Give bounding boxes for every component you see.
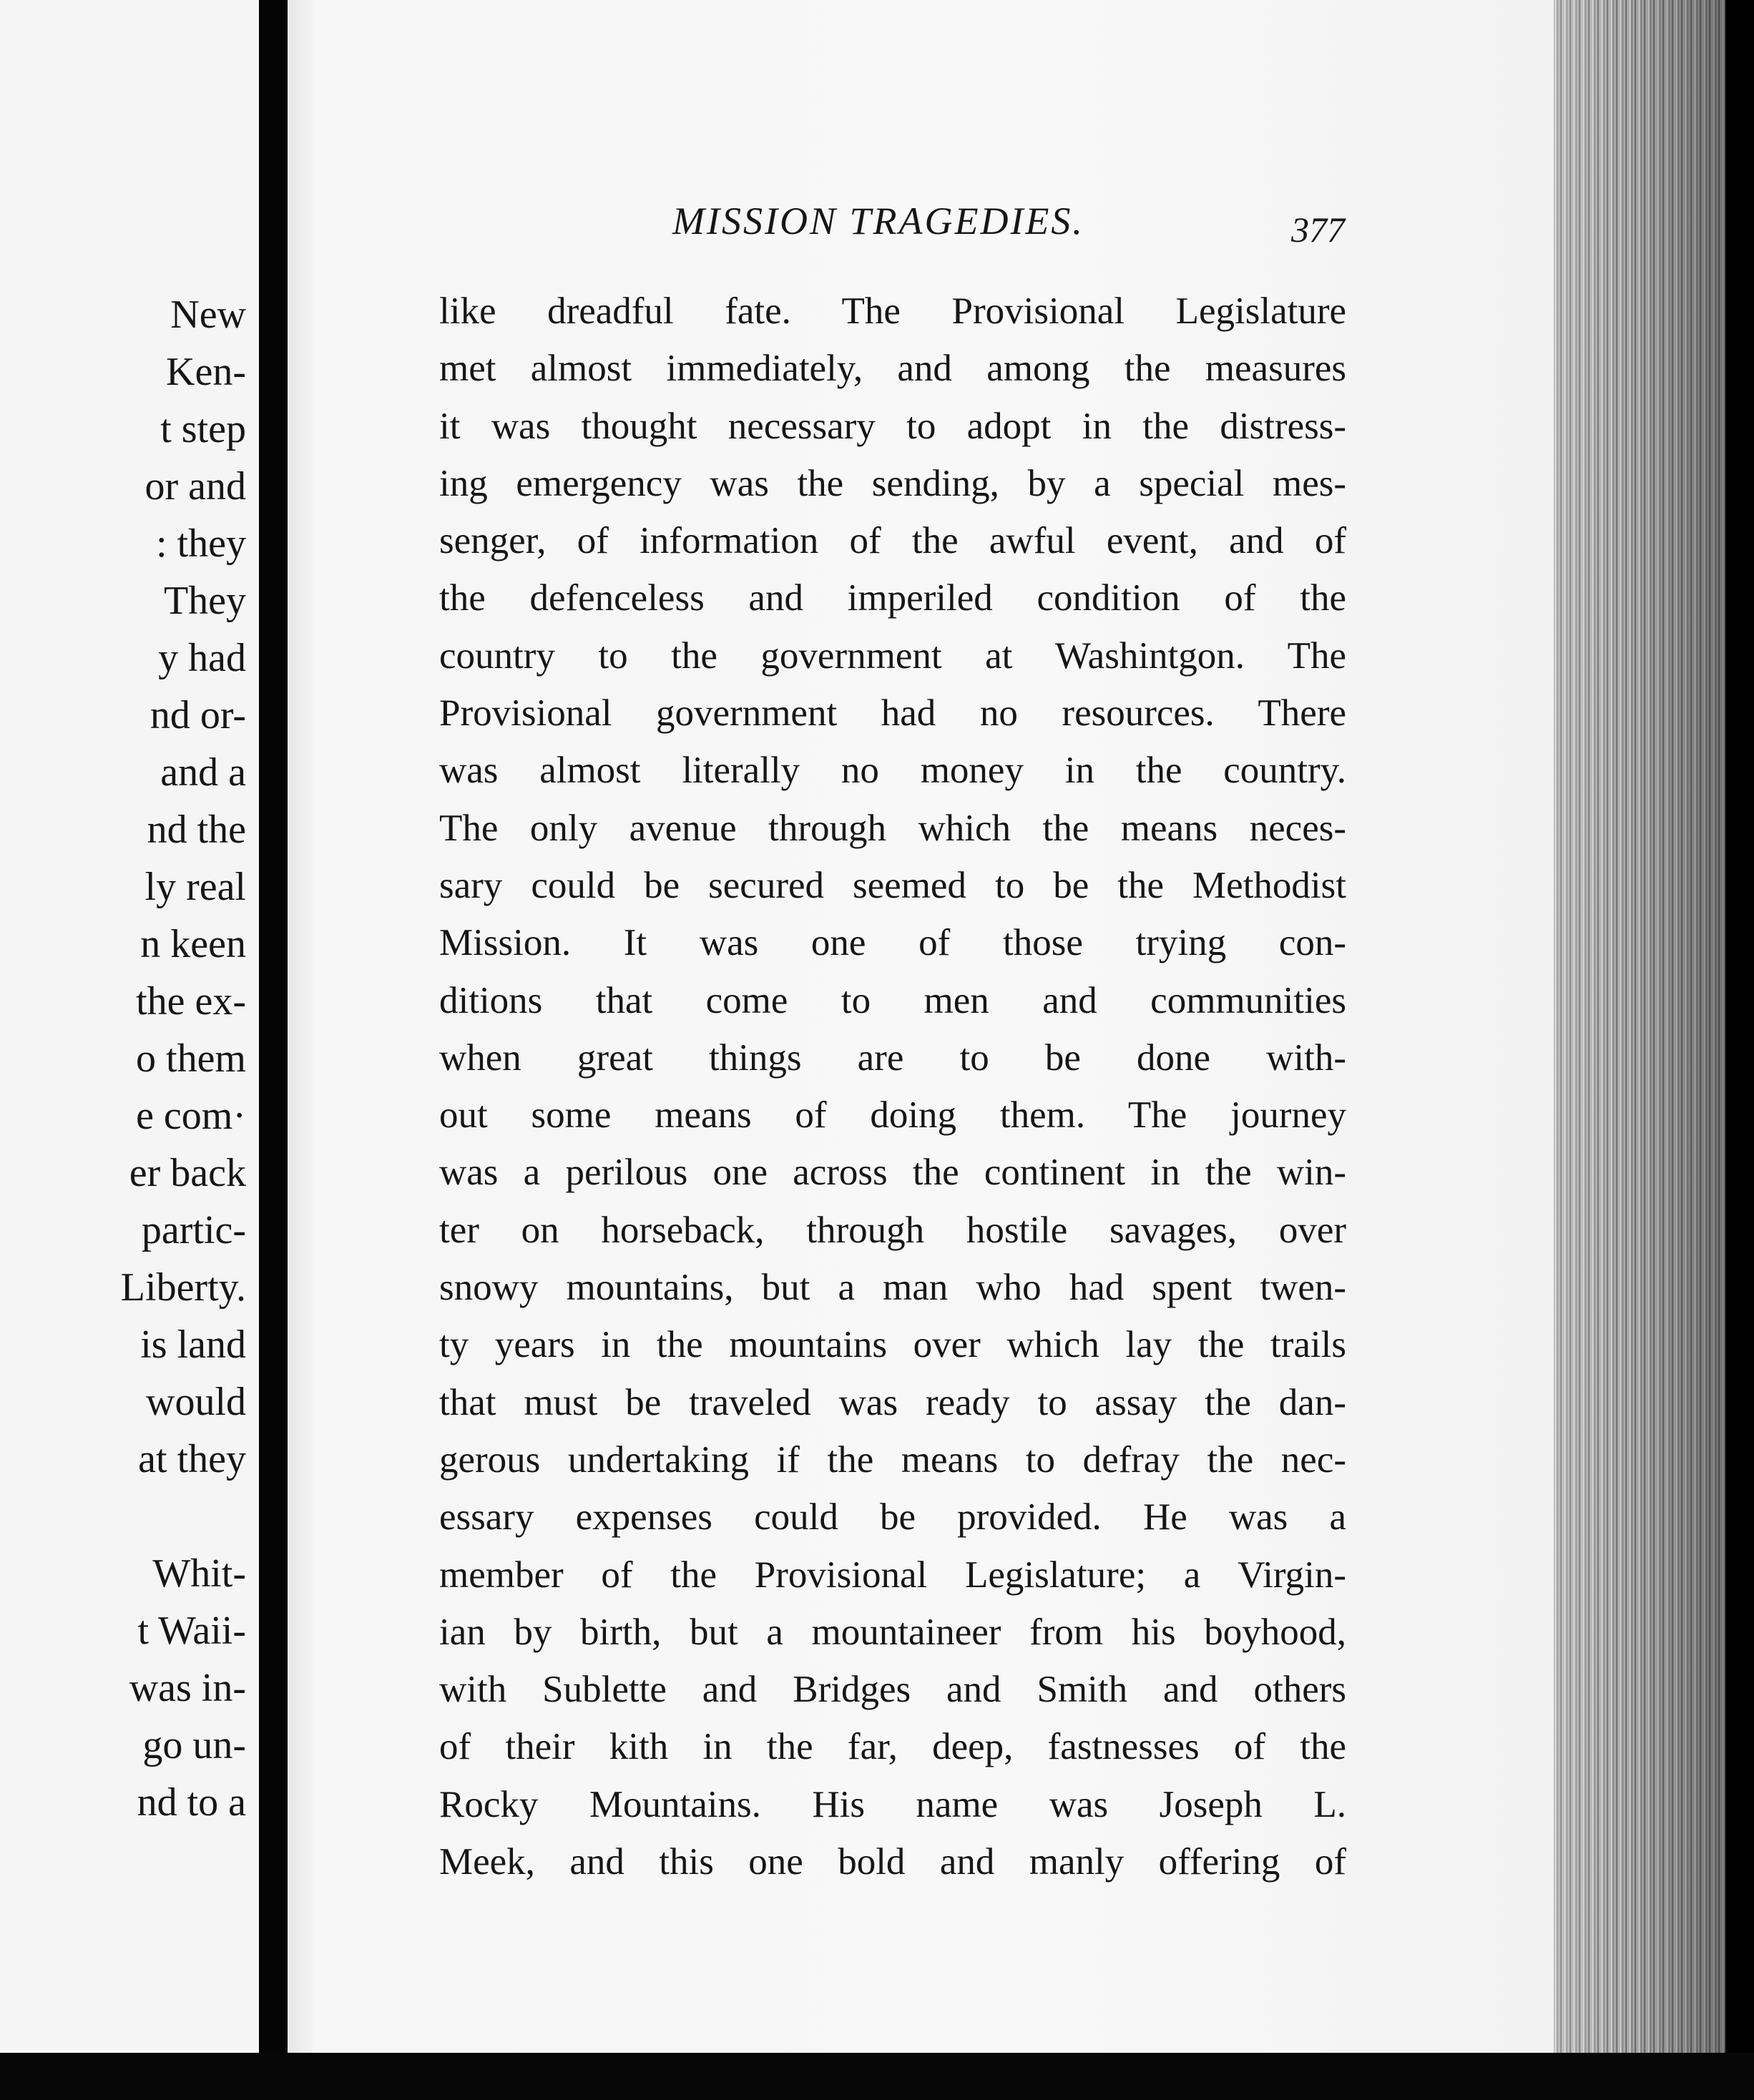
left-line: or and (144, 464, 246, 509)
left-line: t step (160, 407, 246, 451)
left-line: is land (140, 1323, 246, 1367)
right-page (288, 0, 1554, 2053)
left-line: : they (156, 521, 246, 566)
fore-edge-shading (1554, 0, 1725, 2053)
text-line: the defenceless and imperiled condition of the (439, 577, 1346, 619)
left-line: Ken- (166, 350, 246, 394)
left-line: e com· (136, 1094, 246, 1138)
left-line: ly real (144, 865, 246, 909)
text-line: snowy mountains, but a man who had spent twen- (439, 1267, 1346, 1309)
text-line: ter on horseback, through hostile savages, over (439, 1209, 1346, 1251)
text-line: sary could be secured seemed to be the Methodist (439, 864, 1346, 906)
text-line: was almost literally no money in the country. (439, 750, 1346, 792)
page-number: 377 (1291, 210, 1345, 250)
text-line: ian by birth, but a mountaineer from his boyhood, (439, 1611, 1346, 1653)
text-line: The only avenue through which the means neces- (439, 807, 1346, 849)
left-line: go un- (142, 1723, 246, 1767)
text-line: like dreadful fate. The Provisional Legislature (439, 290, 1346, 332)
left-page (0, 0, 259, 2060)
left-line: partic- (141, 1208, 246, 1252)
left-line: nd the (147, 808, 246, 852)
text-line: Mission. It was one of those trying con- (439, 922, 1346, 964)
text-line: that must be traveled was ready to assay the dan- (439, 1381, 1346, 1423)
left-line: n keen (140, 922, 246, 966)
scan-border-bottom (0, 2053, 1754, 2100)
left-line: and a (160, 750, 246, 795)
text-line: gerous undertaking if the means to defray the nec- (439, 1438, 1346, 1481)
left-line: They (163, 579, 246, 623)
left-line: t Waii- (137, 1609, 246, 1653)
left-line: er back (129, 1151, 246, 1195)
running-head: MISSION TRAGEDIES. (672, 200, 1084, 242)
left-line: would (146, 1380, 246, 1424)
text-line: with Sublette and Bridges and Smith and others (439, 1669, 1346, 1711)
text-line: ty years in the mountains over which lay the trails (439, 1324, 1346, 1366)
text-line: senger, of information of the awful event, and of (439, 520, 1346, 562)
left-line: nd or- (150, 693, 246, 737)
text-line: when great things are to be done with- (439, 1036, 1346, 1079)
book-gutter (259, 0, 288, 2074)
left-line: was in- (129, 1666, 246, 1710)
text-line: Meek, and this one bold and manly offering of (439, 1841, 1346, 1883)
left-line: at they (138, 1437, 246, 1481)
body-text (439, 283, 1346, 1890)
left-line: Whit- (152, 1551, 246, 1596)
text-line: was a perilous one across the continent in the win- (439, 1152, 1346, 1194)
text-line: member of the Provisional Legislature; a Virgin- (439, 1554, 1346, 1596)
scan-border-right (1725, 0, 1754, 2100)
left-line: y had (158, 636, 246, 680)
left-line: New (170, 293, 246, 337)
text-line: essary expenses could be provided. He was a (439, 1496, 1346, 1539)
text-line: Provisional government had no resources. There (439, 692, 1346, 735)
text-line: ing emergency was the sending, by a special mes- (439, 462, 1346, 504)
text-line: country to the government at Washintgon. The (439, 634, 1346, 677)
left-line: o them (136, 1036, 246, 1081)
left-line: Liberty. (120, 1265, 246, 1310)
left-line: nd to a (137, 1780, 246, 1825)
left-line-blank (17, 1488, 246, 1545)
text-line: Rocky Mountains. His name was Joseph L. (439, 1783, 1346, 1825)
text-line: it was thought necessary to adopt in the distress- (439, 405, 1346, 447)
text-line: out some means of doing them. The journey (439, 1094, 1346, 1137)
text-line: ditions that come to men and communities (439, 979, 1346, 1021)
left-page-text (17, 286, 246, 1831)
text-line: met almost immediately, and among the measures (439, 348, 1346, 390)
text-line: of their kith in the far, deep, fastnesses of the (439, 1726, 1346, 1768)
left-line: the ex- (136, 979, 246, 1024)
